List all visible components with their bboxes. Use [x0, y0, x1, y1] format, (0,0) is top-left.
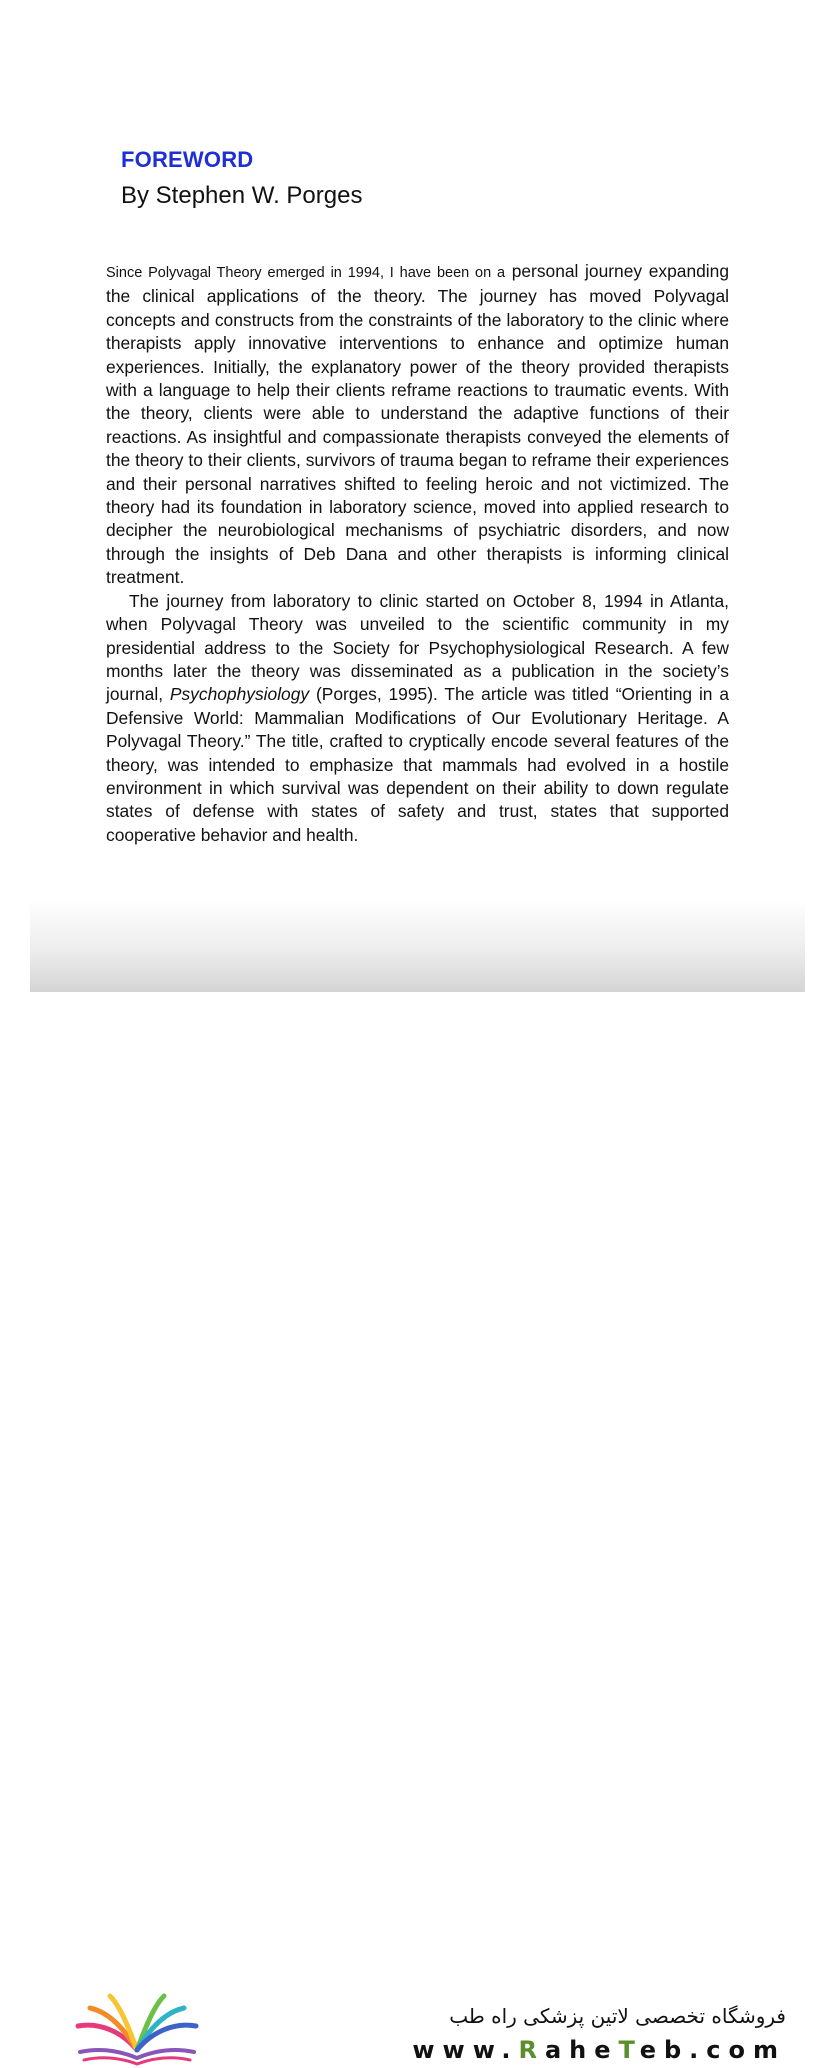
author-byline: By Stephen W. Porges: [121, 182, 363, 209]
chapter-heading: [121, 146, 362, 212]
journal-name: Psychophysiology: [169, 684, 310, 705]
url-r: R: [518, 2036, 545, 2064]
page-bottom-shadow: [30, 900, 805, 992]
paragraph-2: [106, 590, 729, 847]
url-mid: ahe: [544, 2036, 619, 2064]
paragraph-2-text-a: The journey from laboratory to clinic started on October 8, 1994 in Atlanta, when Polyvagal Theory was unveiled to the scientific community in my presidential address to the Society for Psychophysiological Research. A few months later the theory was disseminated as a publication in the society’s journal,: [106, 590, 729, 705]
watermark-footer: [0, 992, 834, 2064]
shop-name: فروشگاه تخصصی لاتین پزشکی راه طب: [449, 2004, 786, 2028]
paragraph-1-text: personal journey expanding the clinical applications of the theory. The journey has moved Polyvagal concepts and constructs from the constraints of the laboratory to the clinic where therapists apply innovative interventions to enhance and optimize human experiences. Initially, the explanatory power of the theory provided therapists with a language to help their clients reframe reactions to traumatic events. With the theory, clients were able to understand the adaptive functions of their reactions. As insightful and compassionate therapists conveyed the elements of the theory to their clients, survivors of trauma began to reframe their experiences and their personal narratives shifted to feeling heroic and not victimized. The theory had its foundation in laboratory science, moved into applied research to decipher the neurobiological mechanisms of psychiatric disorders, and now through the insights of Deb Dana and other therapists is informing clinical treatment.: [106, 261, 729, 588]
paragraph-2-text-b: (Porges, 1995). The article was titled “Orienting in a Defensive World: Mammalian Modifications of Our Evolutionary Heritage. A Polyvagal Theory.” The title, crafted to cryptically encode several features of the theory, was intended to emphasize that mammals had evolved in a hostile environment in which survival was dependent on their ability to down regulate states of defense with states of safety and trust, states that supported cooperative behavior and health.: [106, 684, 729, 845]
url-suffix: eb.com: [639, 2036, 786, 2064]
url-t: T: [618, 2036, 640, 2064]
url-prefix: www.: [412, 2036, 519, 2064]
body-text: [106, 260, 729, 847]
site-url: [412, 2036, 786, 2064]
chapter-title: FOREWORD: [121, 147, 254, 172]
paragraph-1-lead: Since Polyvagal Theory emerged in 1994, I have been on a: [106, 265, 506, 281]
paragraph-1: [106, 260, 729, 590]
open-book-rainbow-icon: [72, 1992, 202, 2068]
